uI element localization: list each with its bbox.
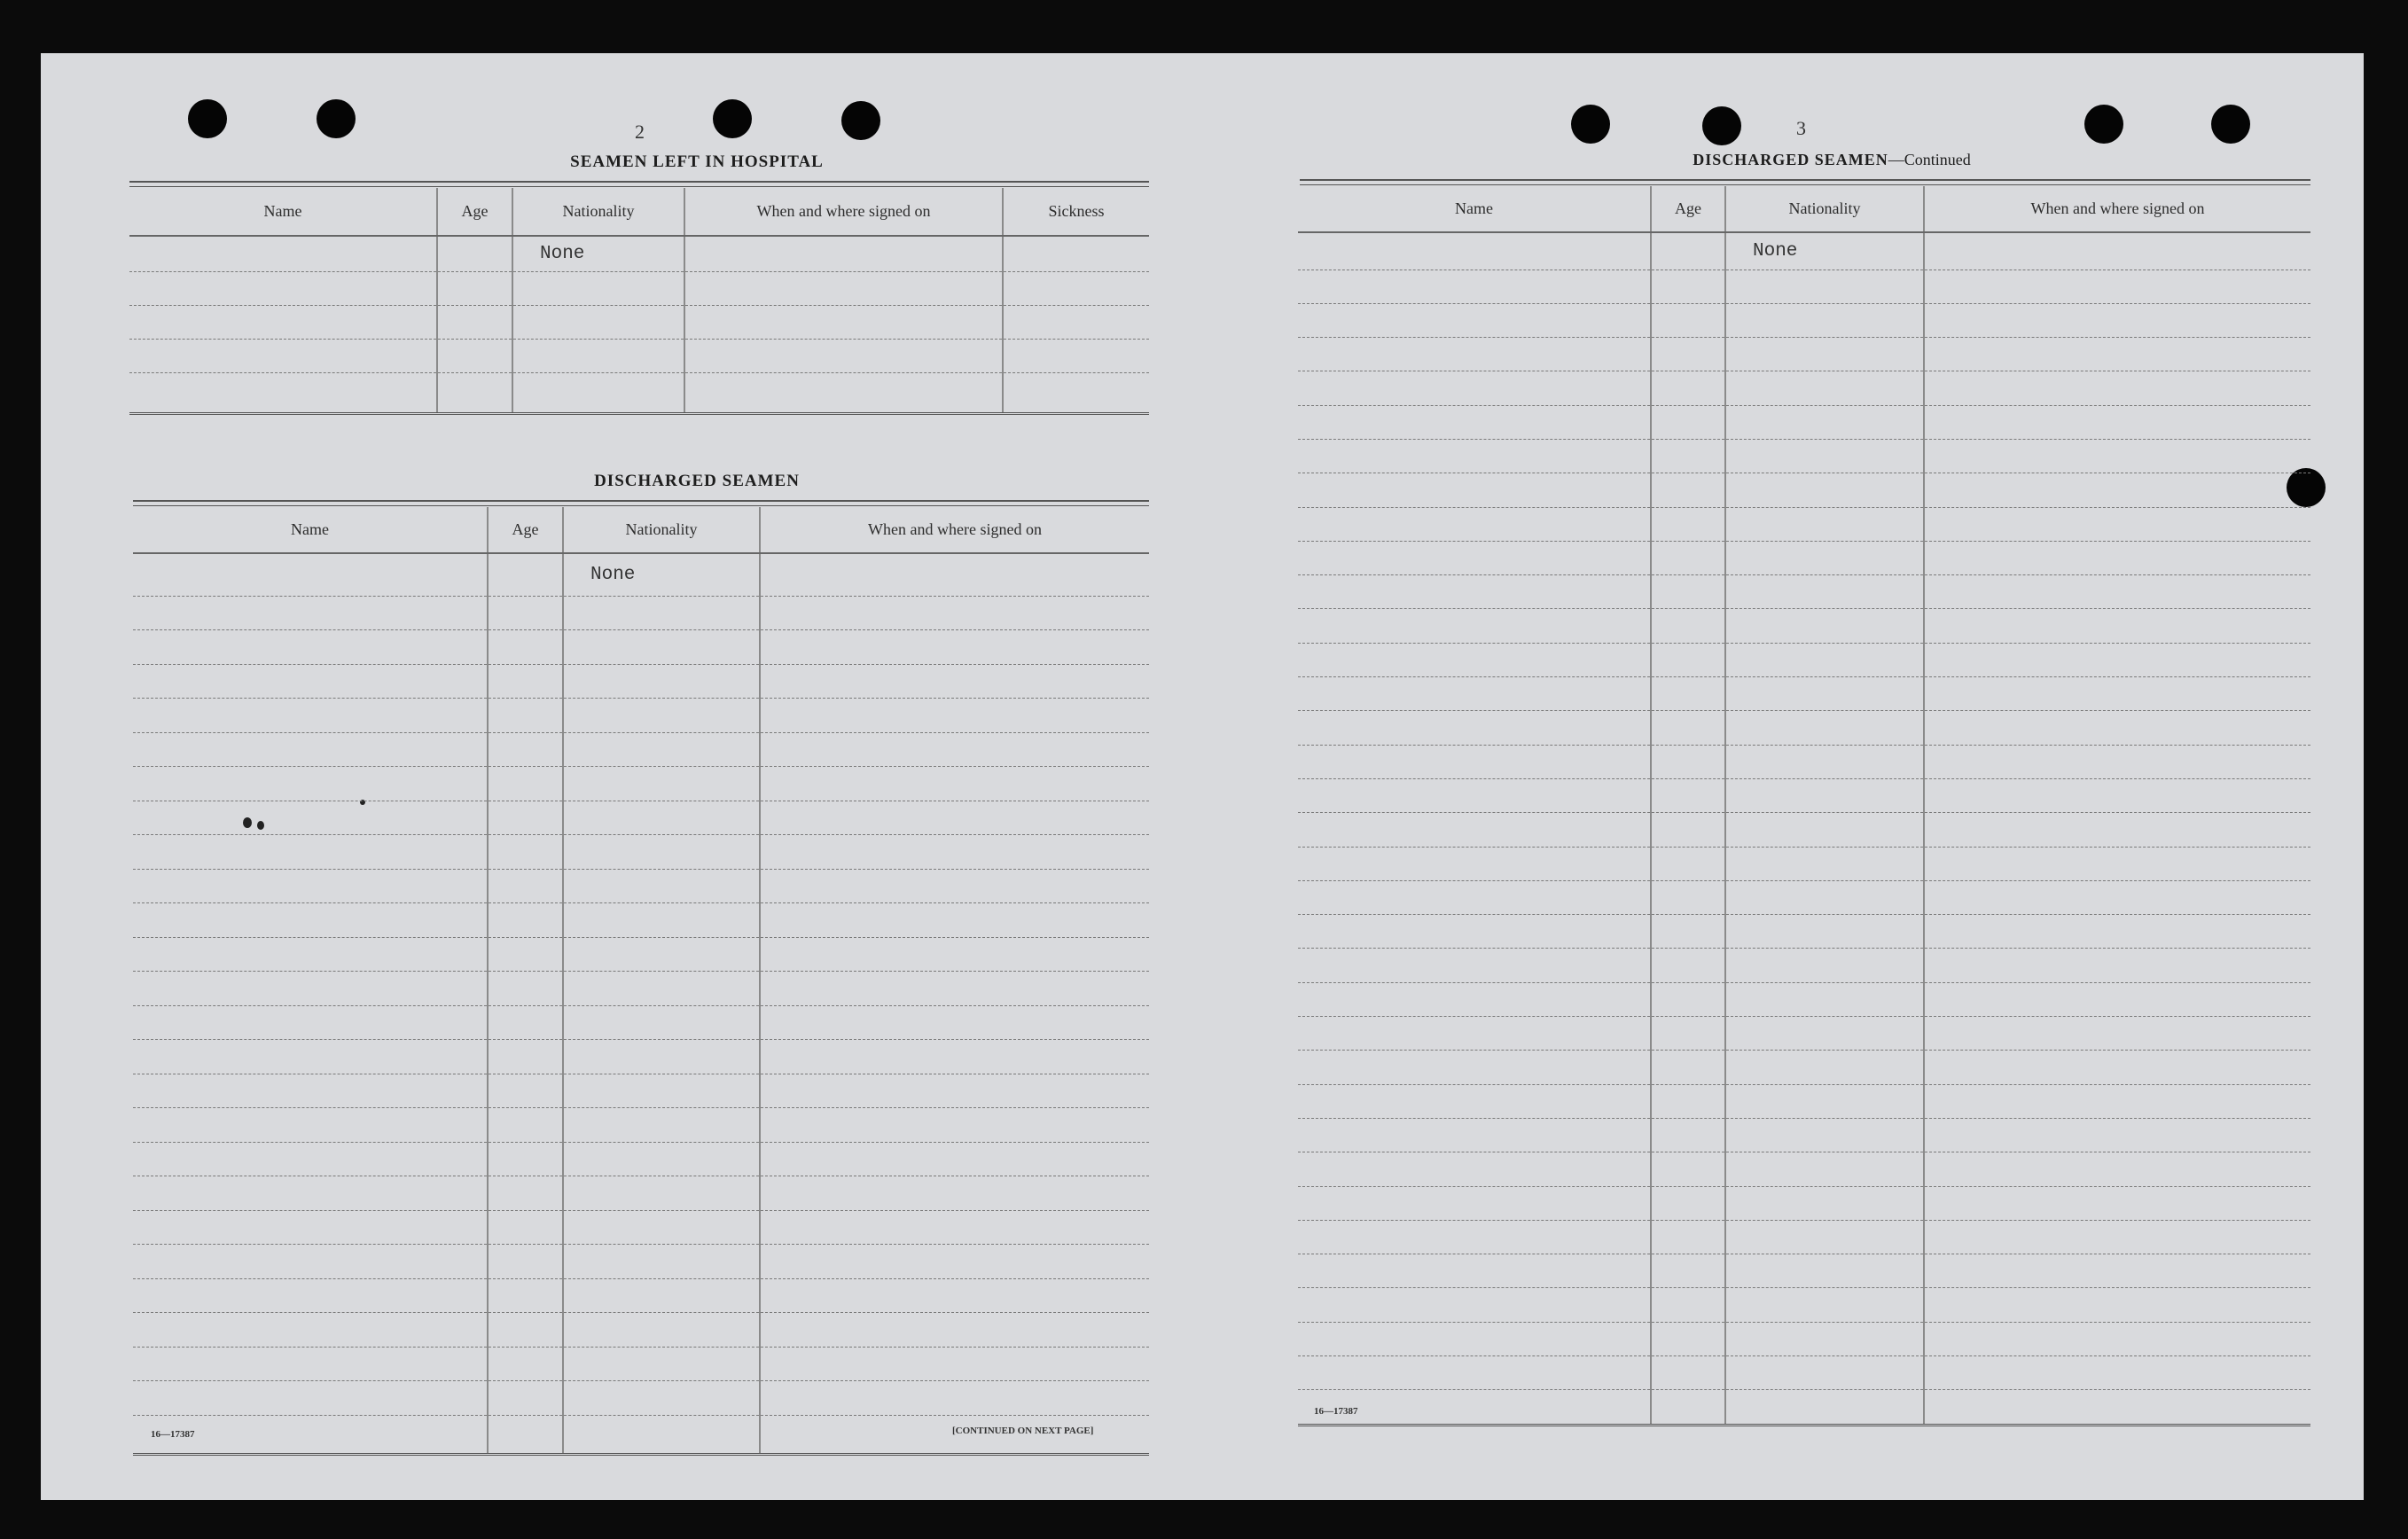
hospital-top-rule — [129, 181, 1149, 187]
form-number-right: 16—17387 — [1314, 1406, 1358, 1417]
discharged-continued-title-text: DISCHARGED SEAMEN — [1693, 151, 1888, 168]
table-row — [133, 1108, 1149, 1143]
col-header-age: Age — [437, 188, 512, 236]
table-row — [1298, 270, 2310, 303]
table-row — [133, 1313, 1149, 1348]
table-row — [133, 596, 1149, 630]
table-row — [1298, 473, 2310, 507]
discharged-top-rule — [133, 500, 1149, 506]
table-row — [1298, 813, 2310, 847]
table-row — [133, 664, 1149, 699]
col-header-name: Name — [133, 507, 488, 553]
table-row — [133, 1040, 1149, 1074]
table-row — [129, 372, 1149, 413]
table-row — [133, 553, 1149, 596]
continued-suffix: —Continued — [1888, 151, 1971, 168]
table-row — [1298, 1186, 2310, 1220]
table-row — [133, 1176, 1149, 1211]
punch-hole — [2211, 105, 2250, 144]
table-row — [1298, 1017, 2310, 1051]
table-row — [1298, 847, 2310, 880]
discharged-title: DISCHARGED SEAMEN — [594, 472, 800, 490]
col-header-nationality: Nationality — [563, 507, 760, 553]
table-row — [1298, 232, 2310, 270]
table-row — [1298, 1152, 2310, 1186]
table-row — [1298, 982, 2310, 1016]
discharged-table — [133, 507, 1149, 1456]
table-row — [129, 305, 1149, 339]
table-row — [133, 699, 1149, 733]
table-row — [1298, 1220, 2310, 1254]
table-row — [133, 835, 1149, 870]
table-row — [1298, 1322, 2310, 1355]
table-row — [1298, 303, 2310, 337]
table-row — [133, 937, 1149, 972]
hospital-title: SEAMEN LEFT IN HOSPITAL — [570, 152, 824, 171]
table-row — [1298, 575, 2310, 609]
punch-hole — [188, 99, 227, 138]
table-row — [133, 1005, 1149, 1040]
table-row — [133, 869, 1149, 903]
col-header-name: Name — [1298, 186, 1651, 232]
table-row — [1298, 778, 2310, 812]
discharged-continued-title — [1521, 151, 2142, 169]
discharged-continued-table — [1298, 186, 2310, 1426]
table-row — [129, 236, 1149, 271]
table-row — [133, 903, 1149, 938]
right-top-rule — [1300, 179, 2310, 185]
col-header-nationality: Nationality — [1725, 186, 1924, 232]
table-row — [133, 732, 1149, 767]
continued-note: [CONTINUED ON NEXT PAGE] — [952, 1426, 1094, 1436]
table-row — [1298, 643, 2310, 676]
table-row — [133, 1074, 1149, 1108]
table-row — [1298, 405, 2310, 439]
table-row — [1298, 1084, 2310, 1118]
table-row — [129, 271, 1149, 305]
table-row — [1298, 1118, 2310, 1152]
table-row — [1298, 677, 2310, 711]
table-row — [1298, 711, 2310, 745]
table-row — [133, 767, 1149, 801]
table-row — [133, 1347, 1149, 1381]
nationality-entry: None — [1725, 232, 1924, 270]
col-header-name: Name — [129, 188, 437, 236]
table-row — [1298, 439, 2310, 473]
table-row — [1298, 1254, 2310, 1288]
table-row — [133, 1278, 1149, 1313]
col-header-signed-on: When and where signed on — [1924, 186, 2310, 232]
col-header-nationality: Nationality — [512, 188, 684, 236]
form-sheet — [41, 53, 2364, 1500]
table-row — [1298, 371, 2310, 405]
col-header-signed-on: When and where signed on — [684, 188, 1003, 236]
hospital-table — [129, 188, 1149, 415]
table-row — [1298, 1288, 2310, 1322]
punch-hole — [2084, 105, 2123, 144]
table-row — [133, 1245, 1149, 1279]
table-row — [1298, 949, 2310, 982]
table-row — [133, 1142, 1149, 1176]
table-row — [133, 1381, 1149, 1416]
table-row — [1298, 1356, 2310, 1390]
table-row — [1298, 915, 2310, 949]
page-number-left: 2 — [635, 121, 645, 143]
table-row — [1298, 745, 2310, 778]
nationality-entry: None — [512, 236, 684, 271]
punch-hole — [713, 99, 752, 138]
page-number-right: 3 — [1796, 117, 1806, 139]
col-header-sickness: Sickness — [1003, 188, 1149, 236]
table-row — [133, 801, 1149, 835]
col-header-signed-on: When and where signed on — [760, 507, 1149, 553]
table-row — [133, 1210, 1149, 1245]
punch-hole — [1571, 105, 1610, 144]
nationality-entry: None — [563, 553, 760, 596]
table-row — [1298, 1390, 2310, 1426]
table-row — [1298, 541, 2310, 574]
table-row — [1298, 338, 2310, 371]
table-row — [129, 339, 1149, 372]
punch-hole — [317, 99, 356, 138]
table-row — [1298, 880, 2310, 914]
col-header-age: Age — [488, 507, 563, 553]
punch-hole — [841, 101, 880, 140]
col-header-age: Age — [1651, 186, 1725, 232]
table-row — [1298, 507, 2310, 541]
punch-hole — [1702, 106, 1741, 145]
table-row — [133, 972, 1149, 1006]
table-row — [133, 630, 1149, 665]
form-number-left: 16—17387 — [151, 1429, 195, 1440]
table-row — [1298, 1051, 2310, 1084]
table-row — [1298, 609, 2310, 643]
